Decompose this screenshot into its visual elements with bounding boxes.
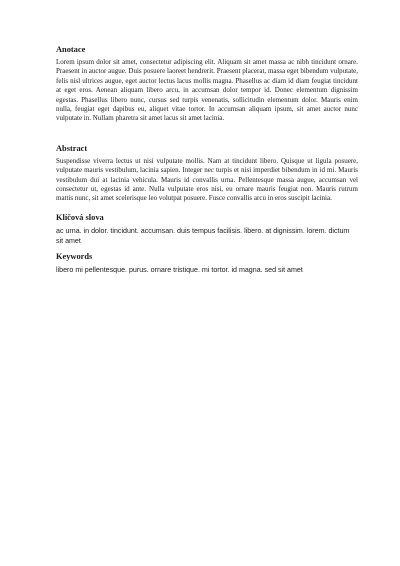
keywords-text: libero mi pellentesque. purus. ornare tristique. mi tortor. id magna. sed sit amet: [56, 265, 303, 274]
anotace-text: Lorem ipsum dolor sit amet, consectetur adipiscing elit. Aliquam sit amet massa ac nibh tincidunt ornare. Praesent in auctor augue. Duis posuere laoreet hendrerit. Praesent placerat, massa eget bibendum vulputate, felis nisl ultrices augue, eget auctor lectus lacus mollis magna. Phasellus ac diam id diam feugiat tincidunt at eget eros. Aenean aliquam libero arcu, in accumsan dolor tempor id. Donec elementum dignissim egestas. Phasellus libero nunc, cursus sed turpis venenatis, sollicitudin elementum dolor. Mauris enim nulla, feugiat eget dapibus eu, aliquet vitae tortor. In accumsan aliquam ipsum, sit amet auctor nunc vulputate in. Nullam pharetra sit amet lacus sit amet lacinia.: [56, 58, 358, 123]
anotace-heading: Anotace: [56, 45, 86, 54]
section-abstract: [56, 143, 358, 204]
document-page: [56, 44, 358, 275]
abstract-heading: Abstract: [56, 143, 88, 153]
klicova-slova-text: ac urna. in dolor. tincidunt. accumsan. duis tempus facilisis. libero. at dignissim. lorem. dictum sit amet: [56, 226, 350, 245]
section-anotace: [56, 44, 358, 124]
klicova-slova-heading: Klíčová slova: [56, 212, 104, 222]
keywords-heading: Keywords: [56, 251, 93, 261]
abstract-text: Suspendisse viverra lectus ut nisi vulputate mollis. Nam at tincidunt libero. Quisque ut ligula posuere, vulputate mauris vestibulum, lacinia sapien. Integer nec turpis et nisi imperdiet bibendum in id mi. Mauris vestibulum dui at lacinia vehicula. Mauris id convallis urna. Pellentesque massa augue, accumsan vel consectetur ut, egestas id ante. Nulla vulputate eros nisi, eu ornare mauris feugiat non. Mauris rutrum mattis nunc, sit amet scelerisque leo volutpat posuere. Fusce convallis arcu in eros suscipit lacinia.: [56, 156, 358, 203]
section-klicova-slova: [56, 212, 358, 246]
section-keywords: [56, 251, 358, 275]
